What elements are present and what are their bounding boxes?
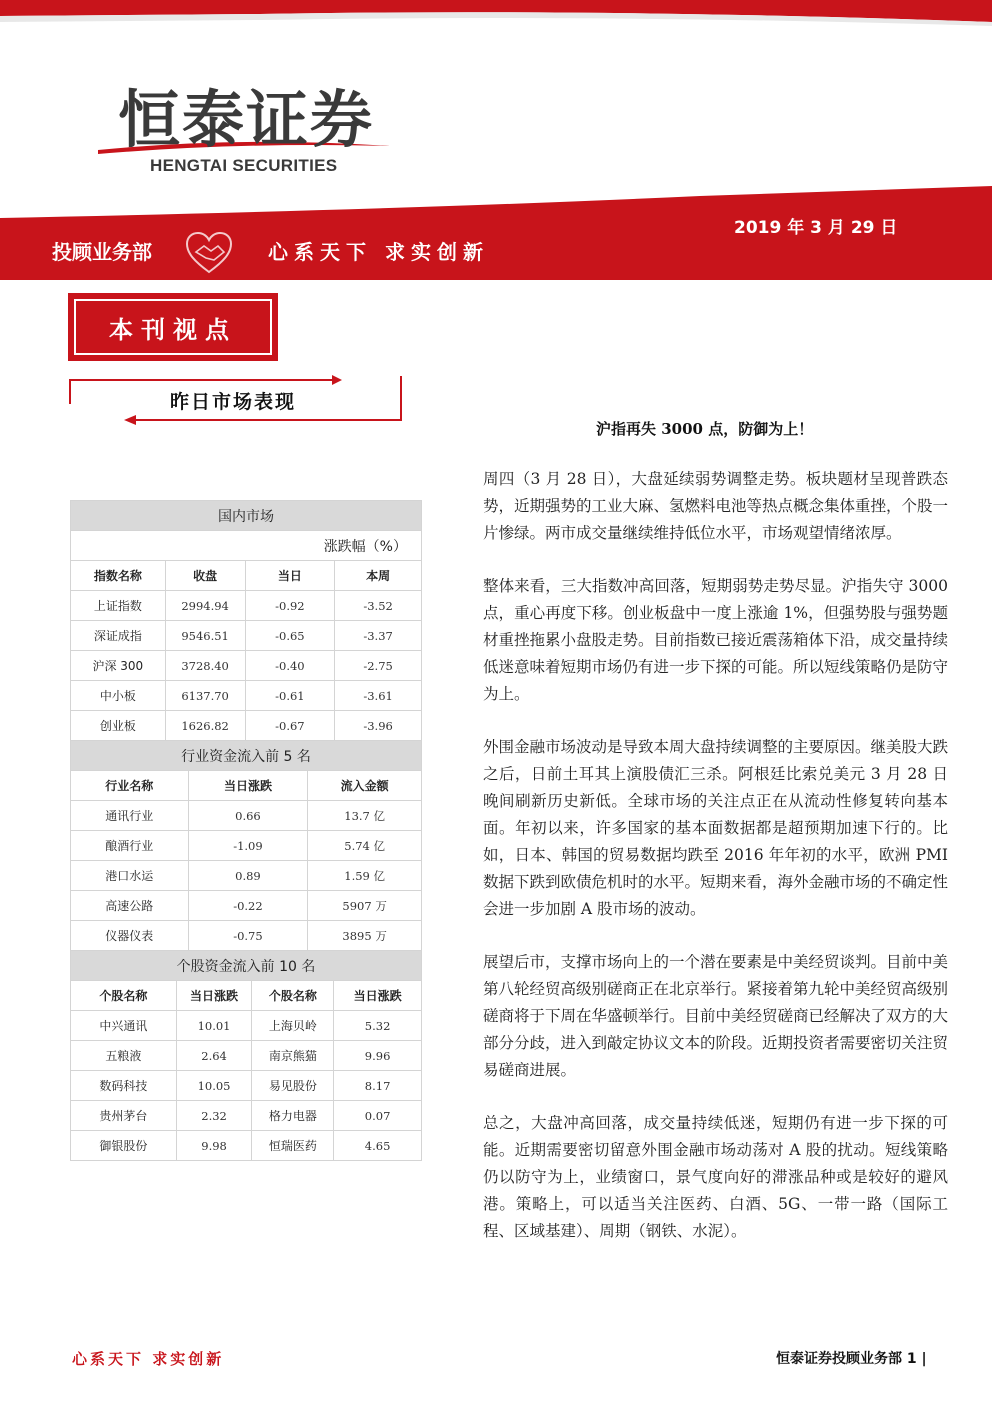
stock-name: 上海贝岭	[252, 1011, 334, 1041]
index-name: 中小板	[71, 681, 166, 711]
week-change: -3.52	[335, 591, 422, 621]
department-name: 投顾业务部	[52, 240, 152, 264]
day-change: -0.92	[245, 591, 335, 621]
industry-flow-title: 行业资金流入前 5 名	[71, 741, 422, 771]
index-name: 上证指数	[71, 591, 166, 621]
col-header: 行业名称	[71, 771, 189, 801]
industry-name: 高速公路	[71, 891, 189, 921]
report-date: 2019 年 3 月 29 日	[734, 218, 898, 238]
article-paragraph: 展望后市，支撑市场向上的一个潜在要素是中美经贸谈判。目前中美第八轮经贸高级别磋商正在北京举行。紧接着第九轮中美经贸高级别磋商将于下周在华盛顿举行。目前中美经贸磋商已经解决了双方的大部分分歧，进入到敲定协议文本的阶段。近期投资者需要密切关注贸易磋商进展。	[483, 953, 949, 1079]
stock-name: 数码科技	[71, 1071, 177, 1101]
article-body	[483, 466, 948, 1271]
day-change: 9.96	[334, 1041, 422, 1071]
market-section-title: 昨日市场表现	[170, 391, 297, 413]
industry-name: 港口水运	[71, 861, 189, 891]
stock-name: 易见股份	[252, 1071, 334, 1101]
close-value: 9546.51	[165, 621, 245, 651]
table-row	[71, 591, 422, 621]
table-row	[71, 1041, 422, 1071]
table-row	[71, 1071, 422, 1101]
article-paragraph: 整体来看，三大指数冲高回落，短期弱势走势尽显。沪指失守 3000 点，重心再度下移。创业板盘中一度上涨逾 1%，但强势股与强势题材重挫拖累小盘股走势。目前指数已接近震荡箱体下沿，成交量持续低迷意味着短期市场仍有进一步下探的可能。所以短线策略仍是防守为上。	[483, 577, 949, 703]
change-unit-label: 涨跌幅（%）	[71, 531, 422, 561]
heart-handshake-icon	[184, 228, 234, 278]
col-header: 收盘	[165, 561, 245, 591]
header-slogan: 心系天下 求实创新	[268, 240, 489, 264]
col-header: 个股名称	[252, 981, 334, 1011]
table-row	[71, 711, 422, 741]
table-row	[71, 621, 422, 651]
day-change: 0.89	[188, 861, 308, 891]
view-section-title: 本刊视点	[74, 299, 272, 355]
table-row	[71, 1131, 422, 1161]
close-value: 2994.94	[165, 591, 245, 621]
week-change: -3.61	[335, 681, 422, 711]
logo-chinese: 恒泰证券	[118, 83, 375, 156]
week-change: -2.75	[335, 651, 422, 681]
article-paragraph: 外围金融市场波动是导致本周大盘持续调整的主要原因。继美股大跌之后，日前土耳其上演股债汇三杀。阿根廷比索兑美元 3 月 28 日晚间刷新历史新低。全球市场的关注点正在从流动性修复转向基本面。年初以来，许多国家的基本面数据都是超预期加速下行的。比如，日本、韩国的贸易数据均跌至 2016 年年初的水平，欧洲 PMI 数据下跌到欧债危机时的水平。短期来看，海外金融市场的不确定性会进一步加剧 A 股市场的波动。	[483, 738, 949, 918]
stock-name: 格力电器	[252, 1101, 334, 1131]
col-header: 当日涨跌	[188, 771, 308, 801]
stocks-table	[70, 950, 422, 1161]
stock-name: 南京熊猫	[252, 1041, 334, 1071]
table-row	[71, 1011, 422, 1041]
table-row	[71, 1101, 422, 1131]
week-change: -3.96	[335, 711, 422, 741]
day-change: 2.32	[176, 1101, 252, 1131]
stock-name: 贵州茅台	[71, 1101, 177, 1131]
industry-name: 通讯行业	[71, 801, 189, 831]
day-change: 2.64	[176, 1041, 252, 1071]
day-change: -0.40	[245, 651, 335, 681]
day-change: -0.75	[188, 921, 308, 951]
stock-name: 御银股份	[71, 1131, 177, 1161]
day-change: -0.67	[245, 711, 335, 741]
table-row	[71, 861, 422, 891]
table-row	[71, 801, 422, 831]
inflow-amount: 5.74 亿	[308, 831, 422, 861]
table-row	[71, 891, 422, 921]
day-change: 10.05	[176, 1071, 252, 1101]
inflow-amount: 1.59 亿	[308, 861, 422, 891]
day-change: -0.65	[245, 621, 335, 651]
day-change: 5.32	[334, 1011, 422, 1041]
day-change: 0.07	[334, 1101, 422, 1131]
day-change: 10.01	[176, 1011, 252, 1041]
stock-name: 恒瑞医药	[252, 1131, 334, 1161]
table-row	[71, 921, 422, 951]
day-change: -0.22	[188, 891, 308, 921]
col-header: 指数名称	[71, 561, 166, 591]
week-change: -3.37	[335, 621, 422, 651]
industry-name: 酿酒行业	[71, 831, 189, 861]
day-change: -1.09	[188, 831, 308, 861]
day-change: 0.66	[188, 801, 308, 831]
industry-name: 仪器仪表	[71, 921, 189, 951]
market-table	[70, 500, 422, 741]
article-paragraph: 周四（3 月 28 日），大盘延续弱势调整走势。板块题材呈现普跌态势，近期强势的工业大麻、氢燃料电池等热点概念集体重挫，个股一片惨绿。两市成交量继续维持低位水平，市场观望情绪浓厚。	[483, 470, 949, 542]
col-header: 流入金额	[308, 771, 422, 801]
day-change: 8.17	[334, 1071, 422, 1101]
stock-name: 中兴通讯	[71, 1011, 177, 1041]
col-header: 当日	[245, 561, 335, 591]
logo-english: HENGTAI SECURITIES	[150, 156, 338, 175]
col-header: 本周	[335, 561, 422, 591]
footer-slogan: 心系天下 求实创新	[72, 1350, 225, 1368]
index-name: 沪深 300	[71, 651, 166, 681]
close-value: 6137.70	[165, 681, 245, 711]
close-value: 3728.40	[165, 651, 245, 681]
view-section-box	[68, 293, 278, 361]
inflow-amount: 5907 万	[308, 891, 422, 921]
stock-flow-title: 个股资金流入前 10 名	[71, 951, 422, 981]
stock-name: 五粮液	[71, 1041, 177, 1071]
table-row	[71, 651, 422, 681]
table-row	[71, 681, 422, 711]
inflow-amount: 13.7 亿	[308, 801, 422, 831]
day-change: 9.98	[176, 1131, 252, 1161]
day-change: -0.61	[245, 681, 335, 711]
article-paragraph: 总之，大盘冲高回落，成交量持续低迷，短期仍有进一步下探的可能。近期需要密切留意外围金融市场动荡对 A 股的扰动。短线策略仍以防守为上，业绩窗口，景气度向好的滞涨品种或是较好的避风港。策略上，可以适当关注医药、白酒、5G、一带一路（国际工程、区域基建）、周期（钢铁、水泥）。	[483, 1114, 948, 1240]
index-name: 深证成指	[71, 621, 166, 651]
inflow-amount: 3895 万	[308, 921, 422, 951]
day-change: 4.65	[334, 1131, 422, 1161]
article-title: 沪指再失 3000 点，防御为上！	[596, 420, 814, 438]
close-value: 1626.82	[165, 711, 245, 741]
index-name: 创业板	[71, 711, 166, 741]
col-header: 个股名称	[71, 981, 177, 1011]
table-row	[71, 831, 422, 861]
industry-table	[70, 740, 422, 951]
domestic-market-title: 国内市场	[71, 501, 422, 531]
col-header: 当日涨跌	[334, 981, 422, 1011]
footer-page-label: 恒泰证券投顾业务部 1 |	[776, 1351, 927, 1367]
col-header: 当日涨跌	[176, 981, 252, 1011]
